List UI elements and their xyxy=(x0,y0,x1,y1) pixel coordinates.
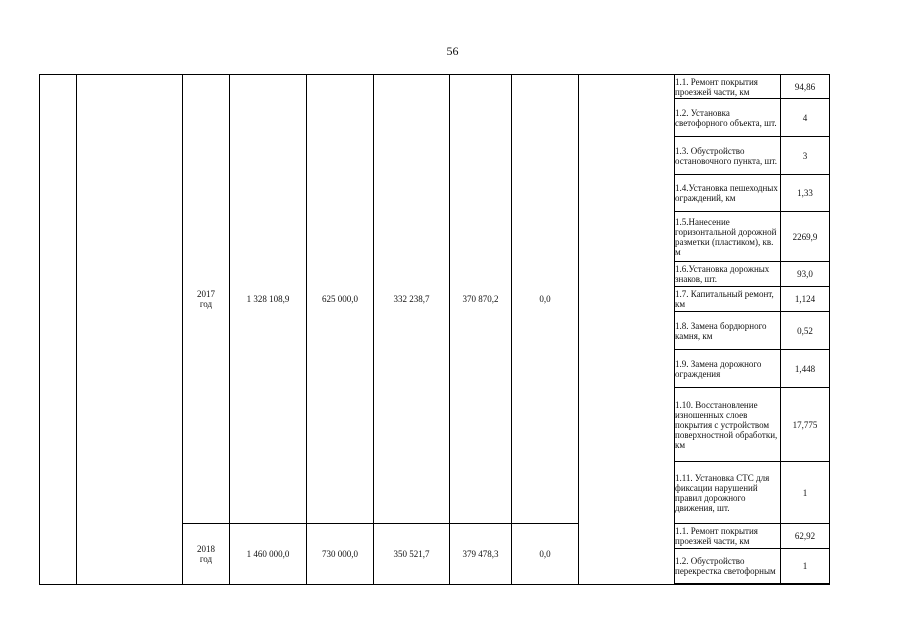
indicator-label: 1.5.Нанесение горизонтальной дорожной разметки (пластиком), кв. м xyxy=(675,212,781,262)
total-cell: 1 460 000,0 xyxy=(230,524,307,585)
amount-cell: 379 478,3 xyxy=(450,524,512,585)
table-row xyxy=(40,75,830,99)
indicator-value: 0,52 xyxy=(781,312,830,350)
indicator-label: 1.6.Установка дорожных знаков, шт. xyxy=(675,262,781,287)
indicator-value: 1 xyxy=(781,549,830,584)
indicator-label: 1.7. Капитальный ремонт, км xyxy=(675,287,781,312)
indicator-label: 1.11. Установка СТС для фиксации нарушений правил дорожного движения, шт. xyxy=(675,462,781,524)
amount-cell: 370 870,2 xyxy=(450,75,512,524)
amount-cell: 625 000,0 xyxy=(307,75,374,524)
indicator-value: 1 xyxy=(781,462,830,524)
indicator-label: 1.10. Восстановление изношенных слоев покрытия с устройством поверхностной обработки, км xyxy=(675,388,781,462)
indicator-value: 2269,9 xyxy=(781,212,830,262)
indicator-label: 1.9. Замена дорожного ограждения xyxy=(675,350,781,388)
indicator-label: 1.4.Установка пешеходных ограждений, км xyxy=(675,175,781,212)
indicator-value: 1,448 xyxy=(781,350,830,388)
amount-cell: 332 238,7 xyxy=(374,75,450,524)
empty-cell xyxy=(40,75,77,585)
indicator-label: 1.2. Обустройство перекрестка светофорным xyxy=(675,549,781,584)
indicator-value: 1,124 xyxy=(781,287,830,312)
indicator-value: 93,0 xyxy=(781,262,830,287)
amount-cell: 730 000,0 xyxy=(307,524,374,585)
indicator-label: 1.2. Установка светофорного объекта, шт. xyxy=(675,99,781,137)
indicator-label-empty xyxy=(675,584,781,585)
page-number: 56 xyxy=(446,44,459,58)
amount-cell: 0,0 xyxy=(512,75,579,524)
year-label: 2017 xyxy=(197,289,215,299)
indicator-label: 1.3. Обустройство остановочного пункта, шт. xyxy=(675,137,781,175)
indicator-value: 4 xyxy=(781,99,830,137)
indicator-value: 3 xyxy=(781,137,830,175)
year-cell xyxy=(183,75,230,524)
indicator-value: 62,92 xyxy=(781,524,830,549)
year-unit: год xyxy=(199,299,213,309)
amount-cell: 350 521,7 xyxy=(374,524,450,585)
year-cell xyxy=(183,524,230,585)
year-label: 2018 xyxy=(197,544,215,554)
indicator-value: 17,775 xyxy=(781,388,830,462)
total-cell: 1 328 108,9 xyxy=(230,75,307,524)
indicator-value: 1,33 xyxy=(781,175,830,212)
budget-table xyxy=(39,74,830,585)
indicator-value: 94,86 xyxy=(781,75,830,99)
year-unit: год xyxy=(199,554,213,564)
empty-cell xyxy=(579,75,675,585)
indicator-label: 1.1. Ремонт покрытия проезжей части, км xyxy=(675,75,781,99)
amount-cell: 0,0 xyxy=(512,524,579,585)
indicator-label: 1.8. Замена бордюрного камня, км xyxy=(675,312,781,350)
indicator-value-empty xyxy=(781,584,830,585)
empty-cell xyxy=(77,75,183,585)
indicator-label: 1.1. Ремонт покрытия проезжей части, км xyxy=(675,524,781,549)
